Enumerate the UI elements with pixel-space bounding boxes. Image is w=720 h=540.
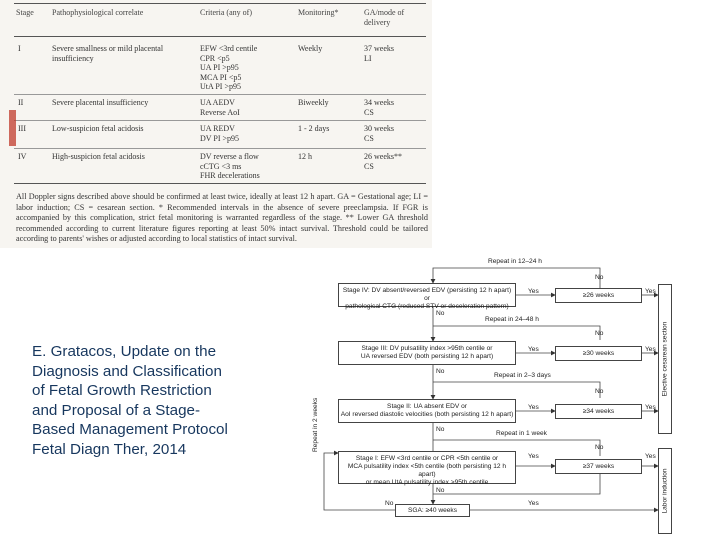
decision-30-weeks: ≥30 weeks (555, 346, 642, 361)
table-footnote: All Doppler signs described above should be confirmed at least twice, ideally at least 12 h apart. GA = Gestational age; LI = labor induction; CS = cesarean section. * Recommended intervals in the absence of severe preeclampsia. If FGR is accompanied by this complication, strict fetal monitoring is warranted regardless of the stage. ** Lower GA threshold recommended according to current literature figures reporting at least 50% intact survival. Threshold could be tailored according to parents' wishes or adjusted according to local statistics of intact survival. (16, 192, 428, 244)
labor-induction-box: Labor induction (658, 448, 672, 534)
no-label: No (385, 500, 394, 507)
row-1-delivery: 37 weeks LI (364, 44, 394, 63)
table-top-rule (14, 3, 426, 4)
row-2-criteria: UA AEDV Reverse AoI (200, 98, 240, 117)
stage-2-box: Stage II: UA absent EDV or AoI reversed diastolic velocities (both persisting 12 h apart) (338, 399, 516, 423)
elective-cesarean-box: Elective cesarean section (658, 284, 672, 434)
yes-label: Yes (528, 500, 539, 507)
row-2-stage: II (18, 98, 24, 107)
stage-1-box: Stage I: EFW <3rd centile or CPR <5th centile or MCA pulsatility index <5th centile (both persisting 12 h apart) or mean UtA pulsatility index >95th centile (338, 451, 516, 484)
citation-line: Based Management Protocol (32, 421, 228, 439)
row-1-criteria: EFW <3rd centile CPR <p5 UA PI >p95 MCA PI <p5 UtA PI >p95 (200, 44, 258, 91)
row-divider (14, 94, 426, 95)
header-correlate: Pathophysiological correlate (52, 8, 144, 17)
no-label: No (436, 426, 445, 433)
header-stage: Stage (16, 8, 34, 17)
slide-accent-strip (9, 110, 16, 146)
row-1-monitoring: Weekly (298, 44, 323, 53)
row-4-criteria: DV reverse a flow cCTG <3 ms FHR decelerations (200, 152, 260, 180)
yes-label: Yes (645, 288, 656, 295)
row-3-stage: III (18, 124, 26, 133)
repeat-label: Repeat in 12–24 h (488, 258, 542, 265)
no-label: No (595, 388, 604, 395)
yes-label: Yes (528, 453, 539, 460)
stage-table (0, 0, 432, 248)
row-2-delivery: 34 weeks CS (364, 98, 394, 117)
yes-label: Yes (645, 404, 656, 411)
row-4-correlate: High-suspicion fetal acidosis (52, 152, 145, 161)
table-bottom-rule (14, 183, 426, 184)
citation-line: Diagnosis and Classification (32, 362, 222, 380)
citation-line: of Fetal Growth Restriction (32, 382, 212, 400)
no-label: No (436, 368, 445, 375)
management-flowchart (290, 248, 720, 540)
yes-label: Yes (528, 404, 539, 411)
yes-label: Yes (645, 346, 656, 353)
citation-line: Fetal Diagn Ther, 2014 (32, 440, 187, 458)
row-divider (14, 120, 426, 121)
header-delivery: GA/mode of delivery (364, 8, 405, 27)
header-monitoring: Monitoring* (298, 8, 339, 17)
no-label: No (595, 444, 604, 451)
row-4-delivery: 26 weeks** CS (364, 152, 402, 171)
stage-4-box: Stage IV: DV absent/reversed EDV (persisting 12 h apart) or pathological CTG (reduced STV or deceleration pattern) (338, 283, 516, 307)
yes-label: Yes (528, 346, 539, 353)
decision-37-weeks: ≥37 weeks (555, 459, 642, 474)
row-3-delivery: 30 weeks CS (364, 124, 394, 143)
header-criteria: Criteria (any of) (200, 8, 252, 17)
repeat-label: Repeat in 2–3 days (494, 372, 551, 379)
row-divider (14, 148, 426, 149)
row-2-monitoring: Biweekly (298, 98, 329, 107)
row-3-monitoring: 1 - 2 days (298, 124, 330, 133)
decision-34-weeks: ≥34 weeks (555, 404, 642, 419)
stage-3-box: Stage III: DV pulsatility index >95th centile or UA reversed EDV (both persisting 12 h apart) (338, 341, 516, 365)
yes-label: Yes (528, 288, 539, 295)
no-label: No (436, 310, 445, 317)
row-2-correlate: Severe placental insufficiency (52, 98, 149, 107)
citation-line: E. Gratacos, Update on the (32, 343, 217, 360)
row-3-correlate: Low-suspicion fetal acidosis (52, 124, 144, 133)
row-4-monitoring: 12 h (298, 152, 312, 161)
row-4-stage: IV (18, 152, 27, 161)
decision-26-weeks: ≥26 weeks (555, 288, 642, 303)
repeat-label: Repeat in 24–48 h (485, 316, 539, 323)
row-3-criteria: UA REDV DV PI >p95 (200, 124, 240, 143)
no-label: No (436, 487, 445, 494)
no-label: No (595, 274, 604, 281)
no-label: No (595, 330, 604, 337)
table-header-rule (14, 36, 426, 37)
citation-line: and Proposal of a Stage- (32, 401, 201, 419)
row-1-stage: I (18, 44, 21, 53)
citation (32, 342, 282, 460)
row-1-correlate: Severe smallness or mild placental insufficiency (52, 44, 164, 63)
sga-40-weeks-box: SGA: ≥40 weeks (395, 504, 470, 517)
repeat-label: Repeat in 1 week (496, 430, 547, 437)
yes-label: Yes (645, 453, 656, 460)
repeat-label: Repeat in 2 weeks (312, 397, 319, 452)
